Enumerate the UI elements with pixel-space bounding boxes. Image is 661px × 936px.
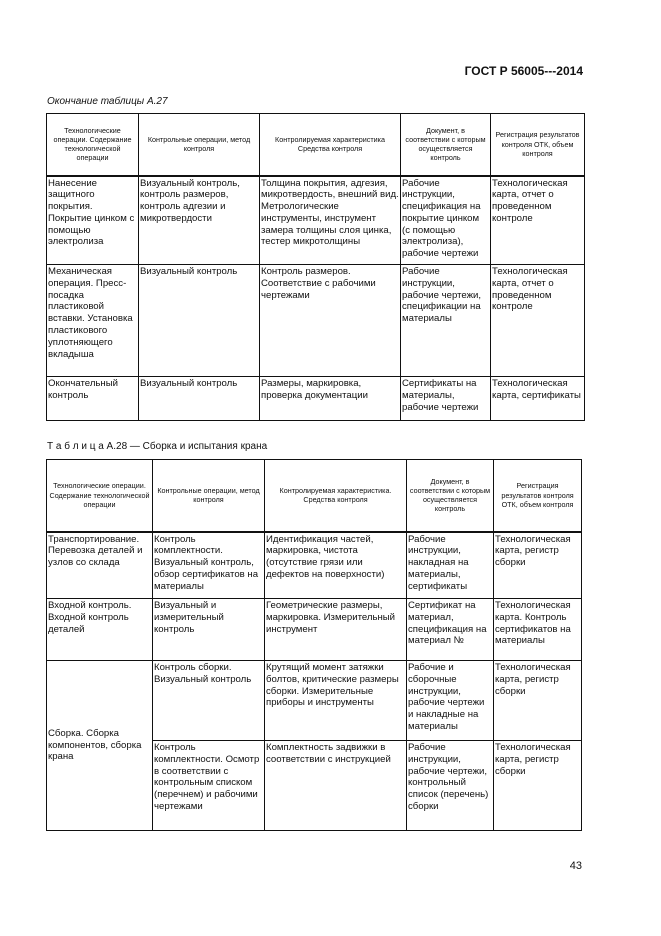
document-code: ГОСТ Р 56005---2014: [464, 64, 583, 78]
table-cell: Сборка. Сборка компонентов, сборка крана: [47, 661, 153, 831]
table-row: [47, 661, 582, 741]
table-row: [47, 176, 585, 265]
table-row: [47, 265, 585, 377]
table-a28: [46, 459, 582, 831]
table-cell: Контроль комплектности. Осмотр в соответствии с контрольным списком (перечнем) и рабочими чертежами: [153, 741, 265, 831]
table-cell: Толщина покрытия, адгезия, микротвердость, внешний вид. Метрологические инструменты, инструмент замера толщины слоя цинка, тестер микротолщины: [260, 176, 401, 265]
header-cell: Технологические операции. Содержание технологической операции: [47, 460, 153, 532]
table-cell: Визуальный контроль: [139, 265, 260, 377]
table-cell: Идентификация частей, маркировка, чистота (отсутствие грязи или дефектов на поверхности): [265, 532, 407, 599]
table-cell: Технологическая карта. Контроль сертификатов на материалы: [494, 599, 582, 661]
header-cell: Контрольные операции, метод контроля: [139, 114, 260, 176]
table-cell: Сертификаты на материалы, рабочие чертежи: [401, 377, 491, 421]
table-cell: Рабочие инструкции, накладная на материалы, сертификаты: [407, 532, 494, 599]
table-cell: Окончательный контроль: [47, 377, 139, 421]
table-cell: Технологическая карта, отчет о проведенном контроле: [491, 265, 585, 377]
table-cell: Геометрические размеры, маркировка. Измерительный инструмент: [265, 599, 407, 661]
table-cell: Контроль сборки. Визуальный контроль: [153, 661, 265, 741]
table-cell: Комплектность задвижки в соответствии с инструкцией: [265, 741, 407, 831]
table-row: [47, 599, 582, 661]
table-cell: Технологическая карта, сертификаты: [491, 377, 585, 421]
table-a27-caption: Окончание таблицы А.27: [47, 96, 168, 107]
table-cell: Рабочие и сборочные инструкции, рабочие чертежи и накладные на материалы: [407, 661, 494, 741]
table-cell: Рабочие инструкции, спецификация на покрытие цинком (с помощью электролиза), рабочие чертежи: [401, 176, 491, 265]
header-cell: Регистрация результатов контроля ОТК, объем контроля: [494, 460, 582, 532]
table-cell: Технологическая карта, регистр сборки: [494, 741, 582, 831]
table-cell: Технологическая карта, отчет о проведенном контроле: [491, 176, 585, 265]
table-header-row: [47, 114, 585, 176]
table-cell: Контроль комплектности. Визуальный контроль, обзор сертификатов на материалы: [153, 532, 265, 599]
table-cell: Крутящий момент затяжки болтов, критические размеры сборки. Измерительные приборы и инструменты: [265, 661, 407, 741]
table-cell: Технологическая карта, регистр сборки: [494, 532, 582, 599]
table-cell: Рабочие инструкции, рабочие чертежи, спецификации на материалы: [401, 265, 491, 377]
table-row: [47, 532, 582, 599]
header-cell: Документ, в соответствии с которым осуществляется контроль: [401, 114, 491, 176]
header-cell: Документ, в соответствии с которым осуществляется контроль: [407, 460, 494, 532]
table-row: [47, 377, 585, 421]
table-cell: Визуальный и измерительный контроль: [153, 599, 265, 661]
table-cell: Размеры, маркировка, проверка документации: [260, 377, 401, 421]
header-cell: Регистрация результатов контроля ОТК, объем контроля: [491, 114, 585, 176]
table-cell: Рабочие инструкции, рабочие чертежи, контрольный список (перечень) сборки: [407, 741, 494, 831]
table-cell: Транспортирование. Перевозка деталей и узлов со склада: [47, 532, 153, 599]
page-number: 43: [569, 860, 582, 872]
header-cell: Технологические операции. Содержание технологической операции: [47, 114, 139, 176]
table-cell: Сертификат на материал, спецификация на материал №: [407, 599, 494, 661]
table-cell: Визуальный контроль: [139, 377, 260, 421]
header-cell: Контрольные операции, метод контроля: [153, 460, 265, 532]
table-a28-caption: Т а б л и ц а А.28 — Сборка и испытания крана: [47, 441, 268, 452]
table-cell: Входной контроль. Входной контроль деталей: [47, 599, 153, 661]
table-cell: Нанесение защитного покрытия. Покрытие цинком с помощью электролиза: [47, 176, 139, 265]
table-cell: Контроль размеров. Соответствие с рабочими чертежами: [260, 265, 401, 377]
header-cell: Контролируемая характеристика. Средства контроля: [265, 460, 407, 532]
table-header-row: [47, 460, 582, 532]
table-cell: Механическая операция. Пресс-посадка пластиковой вставки. Установка пластикового уплотняющего вкладыша: [47, 265, 139, 377]
table-cell: Визуальный контроль, контроль размеров, контроль адгезии и микротвердости: [139, 176, 260, 265]
table-cell: Технологическая карта, регистр сборки: [494, 661, 582, 741]
header-cell: Контролируемая характеристика Средства контроля: [260, 114, 401, 176]
table-a27: [46, 113, 585, 421]
